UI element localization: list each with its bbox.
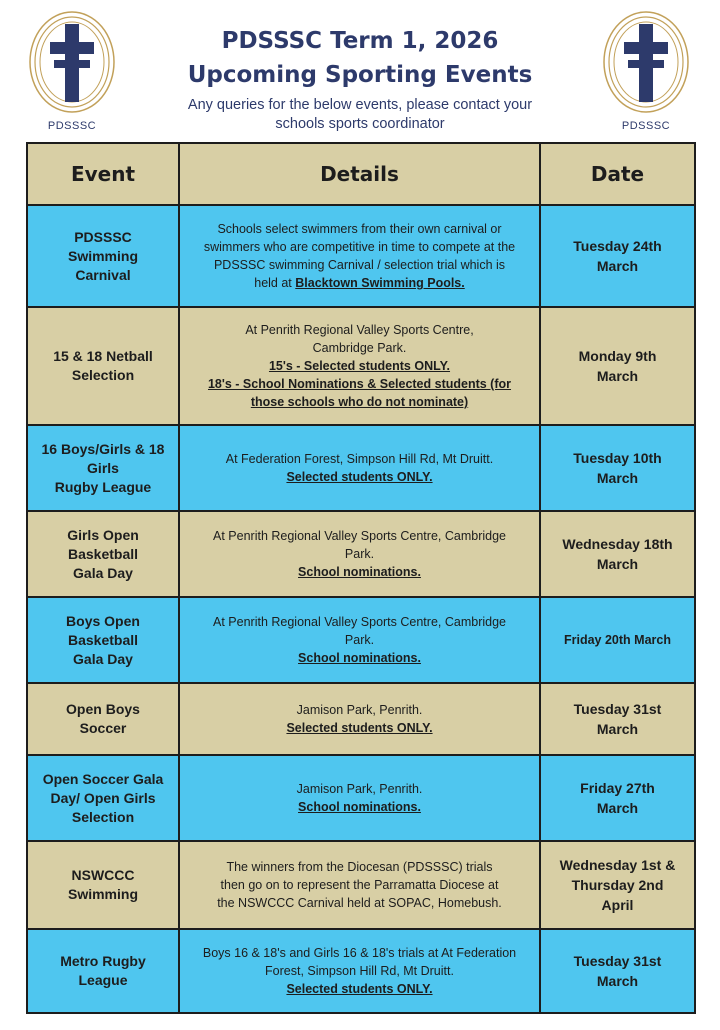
- venue-link: Blacktown Swimming Pools.: [295, 276, 465, 290]
- table-row: [27, 755, 695, 841]
- pdsssc-logo-right: [598, 10, 694, 136]
- event-cell: Open Boys Soccer: [27, 683, 179, 755]
- date-cell: Tuesday 10th March: [540, 425, 695, 511]
- date-cell: Wednesday 18th March: [540, 511, 695, 597]
- date-cell: Friday 27th March: [540, 755, 695, 841]
- event-cell: Metro Rugby League: [27, 929, 179, 1013]
- page-subtitle: [130, 96, 590, 134]
- table-row: [27, 307, 695, 425]
- event-cell: Open Soccer Gala Day/ Open Girls Selection: [27, 755, 179, 841]
- details-cell: At Penrith Regional Valley Sports Centre, Cambridge Park. 15's - Selected students ONLY. 18's - School Nominations & Selected students (for those schools who do not nominate): [179, 307, 540, 425]
- details-cell: Boys 16 & 18's and Girls 16 & 18's trials at At Federation Forest, Simpson Hill Rd, Mt Druitt. Selected students ONLY.: [179, 929, 540, 1013]
- table-header-row: [27, 143, 695, 205]
- table-row: [27, 205, 695, 307]
- event-cell: Girls Open Basketball Gala Day: [27, 511, 179, 597]
- event-cell: 16 Boys/Girls & 18 Girls Rugby League: [27, 425, 179, 511]
- cross-emblem-icon: [598, 10, 694, 120]
- table-row: [27, 597, 695, 683]
- cross-emblem-icon: [24, 10, 120, 120]
- details-cell: Jamison Park, Penrith. School nominations.: [179, 755, 540, 841]
- events-table: [26, 142, 696, 1014]
- subtitle-line: schools sports coordinator: [275, 116, 445, 132]
- column-header-event: Event: [27, 143, 179, 205]
- page-header: [130, 24, 590, 134]
- event-cell: Boys Open Basketball Gala Day: [27, 597, 179, 683]
- date-cell: Tuesday 31st March: [540, 929, 695, 1013]
- table-row: [27, 683, 695, 755]
- event-cell: NSWCCC Swimming: [27, 841, 179, 929]
- details-cell: Jamison Park, Penrith. Selected students ONLY.: [179, 683, 540, 755]
- details-cell: Schools select swimmers from their own carnival or swimmers who are competitive in time to compete at the PDSSSC swimming Carnival / selection trial which is held at Blacktown Swimming Pools.: [179, 205, 540, 307]
- column-header-details: Details: [179, 143, 540, 205]
- logo-text: PDSSSC: [621, 120, 671, 132]
- subtitle-line: Any queries for the below events, please contact your: [187, 97, 533, 113]
- date-cell: Tuesday 24th March: [540, 205, 695, 307]
- column-header-date: Date: [540, 143, 695, 205]
- details-cell: At Penrith Regional Valley Sports Centre, Cambridge Park. School nominations.: [179, 511, 540, 597]
- page-title-line-2: Upcoming Sporting Events: [187, 62, 533, 88]
- details-cell: At Federation Forest, Simpson Hill Rd, Mt Druitt. Selected students ONLY.: [179, 425, 540, 511]
- date-cell: Friday 20th March: [540, 597, 695, 683]
- date-cell: Monday 9th March: [540, 307, 695, 425]
- table-row: [27, 929, 695, 1013]
- table-row: [27, 425, 695, 511]
- page-title: PDSSSC Term 1, 2026: [221, 28, 499, 54]
- pdsssc-logo-left: [24, 10, 120, 136]
- table-row: [27, 841, 695, 929]
- details-cell: The winners from the Diocesan (PDSSSC) trials then go on to represent the Parramatta Diocese at the NSWCCC Carnival held at SOPAC, Homebush.: [179, 841, 540, 929]
- date-cell: Tuesday 31st March: [540, 683, 695, 755]
- table-row: [27, 511, 695, 597]
- logo-text: PDSSSC: [47, 120, 97, 132]
- date-cell: Wednesday 1st & Thursday 2nd April: [540, 841, 695, 929]
- event-cell: PDSSSC Swimming Carnival: [27, 205, 179, 307]
- details-cell: At Penrith Regional Valley Sports Centre, Cambridge Park. School nominations.: [179, 597, 540, 683]
- event-cell: 15 & 18 Netball Selection: [27, 307, 179, 425]
